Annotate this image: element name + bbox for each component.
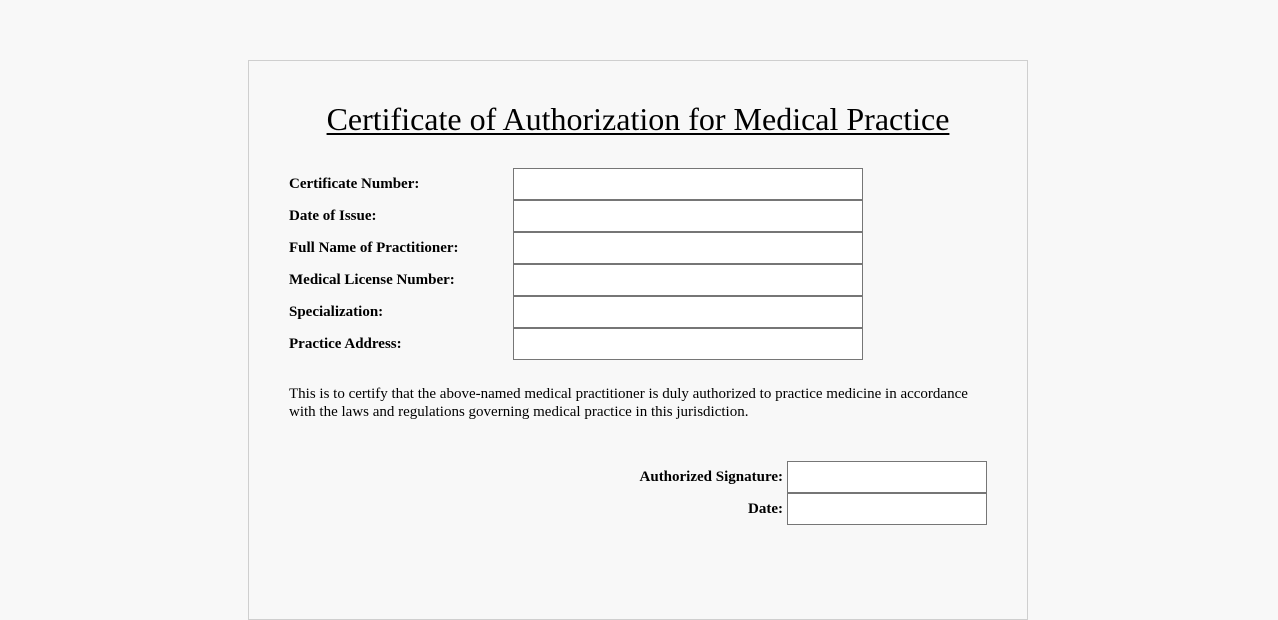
field-row-date-of-issue — [289, 200, 863, 232]
certificate-fields — [289, 168, 863, 360]
practitioner-name-label: Full Name of Practitioner: — [289, 239, 459, 256]
specialization-input[interactable] — [513, 296, 863, 328]
signature-block — [640, 461, 987, 525]
date-of-issue-label: Date of Issue: — [289, 207, 377, 224]
practice-address-input[interactable] — [513, 328, 863, 360]
practice-address-label: Practice Address: — [289, 335, 402, 352]
license-number-input[interactable] — [513, 264, 863, 296]
field-row-practitioner-name — [289, 232, 863, 264]
signature-date-row — [640, 493, 987, 525]
practitioner-name-input[interactable] — [513, 232, 863, 264]
signature-date-input[interactable] — [787, 493, 987, 525]
certificate-form — [248, 60, 1028, 620]
signature-date-label: Date: — [748, 500, 783, 517]
specialization-label: Specialization: — [289, 303, 384, 320]
field-row-certificate-number — [289, 168, 863, 200]
signature-label: Authorized Signature: — [639, 468, 783, 485]
signature-input[interactable] — [787, 461, 987, 493]
certification-statement: This is to certify that the above-named medical practitioner is duly authorized to practice medicine in accordance with the laws and regulations governing medical practice in this jurisdiction. — [289, 386, 968, 420]
certificate-number-input[interactable] — [513, 168, 863, 200]
license-number-label: Medical License Number: — [289, 271, 455, 288]
signature-row — [640, 461, 987, 493]
date-of-issue-input[interactable] — [513, 200, 863, 232]
field-row-practice-address — [289, 328, 863, 360]
certificate-number-label: Certificate Number: — [289, 175, 420, 192]
field-row-license-number — [289, 264, 863, 296]
certificate-title: Certificate of Authorization for Medical Practice — [326, 101, 950, 137]
field-row-specialization — [289, 296, 863, 328]
